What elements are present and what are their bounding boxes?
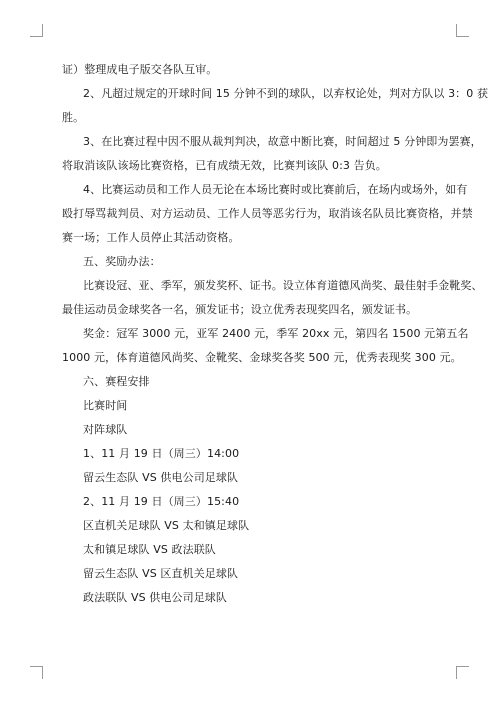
schedule-label-time: 比赛时间 <box>83 399 128 412</box>
paragraph-line: 3、在比赛过程中因不服从裁判判决，故意中断比赛，时间超过 5 分钟即为罢赛， <box>83 135 482 148</box>
paragraph-line: 赛一场；工作人员停止其活动资格。 <box>62 231 240 244</box>
paragraph-line: 奖金：冠军 3000 元，亚军 2400 元，季军 20xx 元，第四名 1500 元第五名 <box>83 327 469 340</box>
paragraph-line: 证）整理成电子版交各队互审。 <box>62 63 218 76</box>
section-heading-awards: 五、奖励办法： <box>83 255 161 268</box>
crop-mark-top-right <box>456 24 469 37</box>
match-pairing: 区直机关足球队 VS 太和镇足球队 <box>83 519 250 532</box>
paragraph-line: 4、比赛运动员和工作人员无论在本场比赛时或比赛前后，在场内或场外，如有 <box>83 183 468 196</box>
schedule-slot: 1、11 月 19 日（周三）14:00 <box>83 447 240 460</box>
paragraph-line: 比赛设冠、亚、季军，颁发奖杯、证书。设立体育道德风尚奖、最佳射手金靴奖、 <box>83 279 483 292</box>
document-body <box>62 58 489 610</box>
match-pairing: 留云生态队 VS 区直机关足球队 <box>83 567 239 580</box>
paragraph-line: 最佳运动员金球奖各一名，颁发证书；设立优秀表现奖四名，颁发证书。 <box>62 303 418 316</box>
paragraph-line: 胜。 <box>62 111 85 124</box>
schedule-slot: 2、11 月 19 日（周三）15:40 <box>83 495 240 508</box>
section-heading-schedule: 六、赛程安排 <box>83 375 150 388</box>
paragraph-line: 1000 元，体育道德风尚奖、金靴奖、金球奖各奖 500 元，优秀表现奖 300 元。 <box>62 351 462 364</box>
paragraph-line: 殴打辱骂裁判员、对方运动员、工作人员等恶劣行为，取消该名队员比赛资格，并禁 <box>62 207 473 220</box>
crop-mark-bottom-left <box>30 666 43 679</box>
paragraph-line: 将取消该队该场比赛资格，已有成绩无效，比赛判该队 0:3 告负。 <box>62 159 387 172</box>
match-pairing: 政法联队 VS 供电公司足球队 <box>83 591 227 604</box>
paragraph-line: 2、凡超过规定的开球时间 15 分钟不到的球队，以弃权论处，判对方队以 3：0 获 <box>83 87 489 100</box>
crop-mark-top-left <box>30 24 43 37</box>
match-pairing: 留云生态队 VS 供电公司足球队 <box>83 471 239 484</box>
match-pairing: 太和镇足球队 VS 政法联队 <box>83 543 216 556</box>
crop-mark-bottom-right <box>456 666 469 679</box>
schedule-label-teams: 对阵球队 <box>83 423 128 436</box>
